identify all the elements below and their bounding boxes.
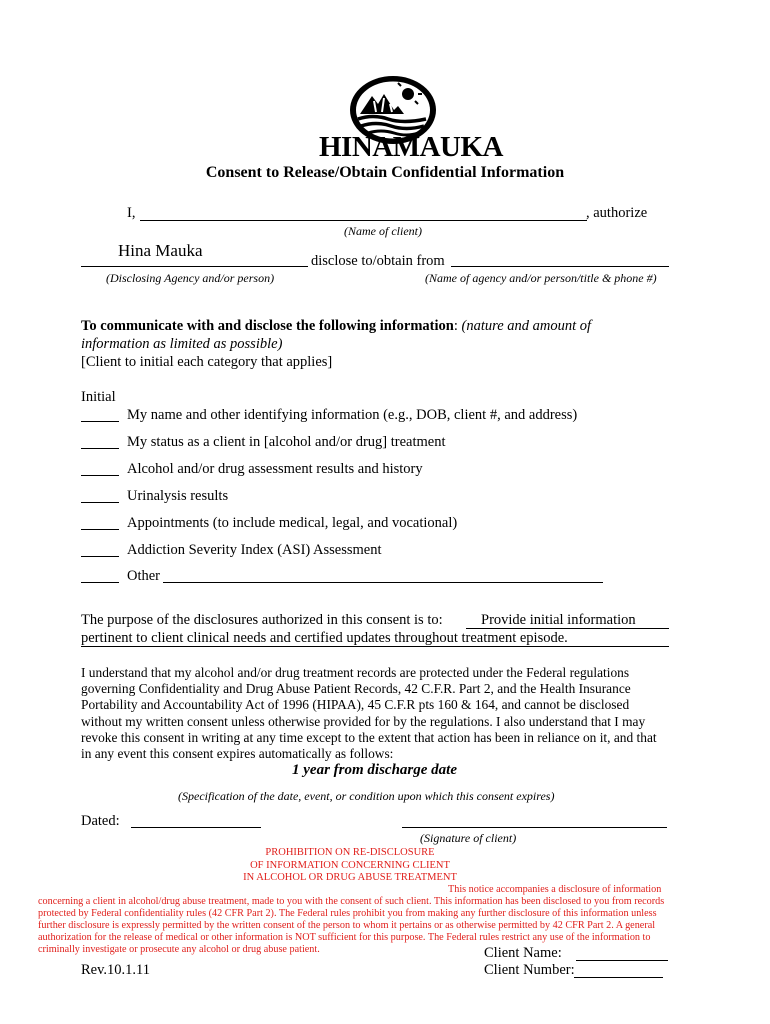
prohibition-heading <box>230 847 470 885</box>
expiration-value: 1 year from discharge date <box>292 762 457 778</box>
initial-blank[interactable] <box>81 502 119 503</box>
disclosing-agency-line[interactable] <box>81 266 308 267</box>
initial-blank[interactable] <box>81 582 119 583</box>
understanding-line: in any event this consent expires automatically as follows: <box>81 746 394 762</box>
understanding-line: governing Confidentiality and Drug Abuse Patient Records, 42 C.F.R. Part 2, and the Health Insurance <box>81 681 631 697</box>
category-label: Appointments (to include medical, legal, and vocational) <box>127 515 458 531</box>
other-line[interactable] <box>163 582 603 583</box>
client-name-line[interactable] <box>140 220 587 221</box>
purpose-value-2: pertinent to client clinical needs and certified updates throughout treatment episode. <box>81 630 568 646</box>
category-label: My name and other identifying information (e.g., DOB, client #, and address) <box>127 407 578 423</box>
client-number-field[interactable] <box>574 977 663 978</box>
category-label: Urinalysis results <box>127 488 229 504</box>
revision-label: Rev.10.1.11 <box>81 962 151 978</box>
expiration-caption: (Specification of the date, event, or condition upon which this consent expires) <box>178 789 555 803</box>
client-number-label: Client Number: <box>484 962 575 978</box>
signature-caption: (Signature of client) <box>420 831 517 845</box>
signature-line[interactable] <box>402 827 667 828</box>
prohibition-notice-line: authorization for the release of medical or other information is NOT sufficient for this purpose. The Federal rules restrict any use of the information to <box>38 932 651 943</box>
disclosing-agency-value: Hina Mauka <box>118 241 203 260</box>
initial-blank[interactable] <box>81 556 119 557</box>
initial-blank[interactable] <box>81 421 119 422</box>
initial-blank[interactable] <box>81 448 119 449</box>
prohibition-heading-line: IN ALCOHOL OR DRUG ABUSE TREATMENT <box>243 872 457 883</box>
initial-blank[interactable] <box>81 529 119 530</box>
communicate-heading-bold: To communicate with and disclose the following information <box>81 318 454 334</box>
prohibition-heading-line: OF INFORMATION CONCERNING CLIENT <box>250 859 450 871</box>
prohibition-notice-line: concerning a client in alcohol/drug abuse treatment, made to you with the consent of such client. This information has been disclosed to you from records <box>38 896 665 907</box>
logo-wordmark: HINAMAUKA <box>319 131 503 163</box>
i-label: I, <box>127 205 136 221</box>
initial-label: Initial <box>81 389 116 405</box>
prohibition-notice-line: criminally investigate or prosecute any alcohol or drug abuse patient. <box>38 944 320 955</box>
prohibition-notice-line: further disclosure is expressly permitted by the written consent of the person to whom it pertains or as otherwise permitted by 42 CFR Part 2. A general <box>38 920 656 931</box>
understanding-line: revoke this consent in writing at any time except to the extent that action has been in reliance on it, and that <box>81 729 657 745</box>
category-label: Alcohol and/or drug assessment results and history <box>127 461 423 477</box>
prohibition-notice-line: This notice accompanies a disclosure of information <box>448 884 662 895</box>
category-label: Addiction Severity Index (ASI) Assessment <box>127 542 382 558</box>
communicate-note-1: (nature and amount of <box>461 318 592 334</box>
client-name-label: Client Name: <box>484 945 562 961</box>
category-label: My status as a client in [alcohol and/or drug] treatment <box>127 434 446 450</box>
client-name-field[interactable] <box>576 960 668 961</box>
communicate-note-2: information as limited as possible) <box>81 336 283 352</box>
initial-blank[interactable] <box>81 475 119 476</box>
name-of-client-caption: (Name of client) <box>344 224 422 238</box>
understanding-paragraph <box>81 665 681 762</box>
purpose-label: The purpose of the disclosures authorized in this consent is to: <box>81 612 443 628</box>
prohibition-heading-line: PROHIBITION ON RE-DISCLOSURE <box>265 847 435 858</box>
dated-line[interactable] <box>131 827 261 828</box>
understanding-line: I understand that my alcohol and/or drug treatment records are protected under the Federal regulations <box>81 665 630 680</box>
page-title: Consent to Release/Obtain Confidential Information <box>205 164 565 181</box>
disclose-label: disclose to/obtain from <box>311 253 445 269</box>
category-label: Other <box>127 568 161 584</box>
purpose-value-1: Provide initial information <box>481 612 636 628</box>
authorize-label: , authorize <box>586 205 648 221</box>
communicate-instruction: [Client to initial each category that applies] <box>81 354 333 370</box>
recipient-caption: (Name of agency and/or person/title & phone #) <box>425 271 657 285</box>
understanding-line: without my written consent unless otherwise provided for by the regulations. I also understand that I may <box>81 713 646 729</box>
recipient-line[interactable] <box>451 266 669 267</box>
communicate-heading-colon: : <box>453 318 458 334</box>
understanding-line: Portability and Accountability Act of 1996 (HIPAA), 45 C.F.R pts 160 & 164, and cannot be disclosed <box>81 697 630 713</box>
dated-label: Dated: <box>81 813 120 829</box>
disclosing-agency-caption: (Disclosing Agency and/or person) <box>106 271 275 285</box>
prohibition-notice-line: protected by Federal confidentiality rules (42 CFR Part 2). The Federal rules prohibit you from making any further disclosure of this information unless <box>38 908 657 919</box>
communicate-heading <box>81 318 591 335</box>
